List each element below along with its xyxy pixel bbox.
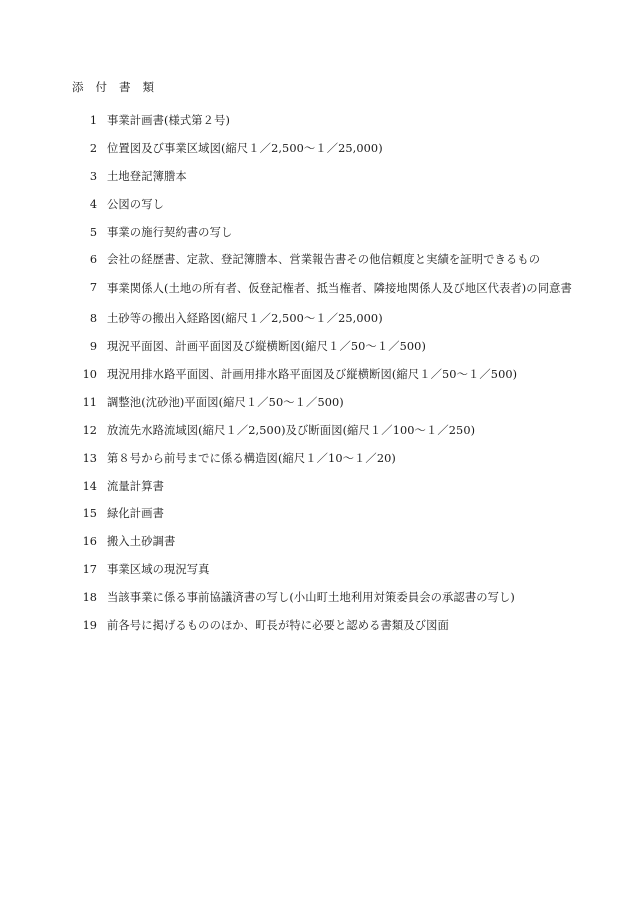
document-heading: 添付書類 <box>72 80 166 94</box>
item-number: 4 <box>89 197 97 211</box>
item-number: 1 <box>89 114 97 127</box>
attachment-list <box>72 113 592 646</box>
list-item <box>72 479 592 495</box>
list-item <box>72 339 592 355</box>
list-item <box>72 506 592 522</box>
item-number: 12 <box>82 423 97 437</box>
item-text: 緑化計画書 <box>107 507 164 521</box>
item-number: 5 <box>89 225 97 239</box>
item-text: 事業区域の現況写真 <box>107 563 210 577</box>
item-text: 調整池(沈砂池)平面図(縮尺１／50〜１／500) <box>107 395 344 409</box>
list-item <box>72 590 592 606</box>
item-number: 7 <box>89 281 97 295</box>
item-number: 13 <box>82 451 97 465</box>
item-text: 前各号に掲げるもののほか、町長が特に必要と認める書類及び図面 <box>107 619 449 633</box>
item-number: 15 <box>82 507 97 521</box>
item-number: 8 <box>89 312 97 326</box>
item-text: 事業計画書(様式第２号) <box>107 114 230 127</box>
list-item <box>72 225 592 241</box>
item-number: 2 <box>89 141 97 155</box>
item-text: 搬入土砂調書 <box>107 535 176 549</box>
list-item <box>72 367 592 383</box>
item-text: 第８号から前号までに係る構造図(縮尺１／10〜１／20) <box>107 451 396 465</box>
item-text: 現況平面図、計画平面図及び縦横断図(縮尺１／50〜１／500) <box>107 340 426 354</box>
list-item <box>72 395 592 411</box>
list-item <box>72 534 592 550</box>
list-item <box>72 451 592 467</box>
item-text: 現況用排水路平面図、計画用排水路平面図及び縦横断図(縮尺１／50〜１／500) <box>107 368 518 382</box>
item-text: 当該事業に係る事前協議済書の写し(小山町土地利用対策委員会の承認書の写し) <box>107 591 515 605</box>
item-text: 放流先水路流域図(縮尺１／2,500)及び断面図(縮尺１／100〜１／250) <box>107 423 476 437</box>
list-item <box>72 169 592 185</box>
list-item <box>72 113 592 129</box>
item-number: 14 <box>82 479 97 493</box>
list-item <box>72 562 592 578</box>
item-number: 9 <box>89 340 97 354</box>
item-number: 11 <box>82 395 97 409</box>
item-text: 土砂等の搬出入経路図(縮尺１／2,500〜１／25,000) <box>107 312 383 326</box>
item-number: 3 <box>89 169 97 183</box>
list-item <box>72 141 592 157</box>
item-text: 流量計算書 <box>107 479 164 493</box>
list-item <box>72 618 592 634</box>
item-text: 土地登記簿謄本 <box>107 169 187 183</box>
item-text: 事業の施行契約書の写し <box>107 225 233 239</box>
item-text: 会社の経歴書、定款、登記簿謄本、営業報告書その他信頼度と実績を証明できるもの <box>107 253 541 267</box>
item-number: 6 <box>89 253 97 267</box>
item-text: 公図の写し <box>107 197 164 211</box>
item-number: 16 <box>82 535 97 549</box>
list-item <box>72 252 592 268</box>
list-item <box>72 311 592 327</box>
list-item <box>72 280 592 299</box>
list-item <box>72 197 592 213</box>
item-number: 17 <box>82 563 97 577</box>
item-text: 位置図及び事業区域図(縮尺１／2,500〜１／25,000) <box>107 141 383 155</box>
item-number: 18 <box>82 591 97 605</box>
list-item <box>72 423 592 439</box>
item-number: 10 <box>82 368 97 382</box>
item-number: 19 <box>82 619 97 633</box>
item-text: 事業関係人(土地の所有者、仮登記権者、抵当権者、隣接地関係人及び地区代表者)の同意書 <box>107 282 572 296</box>
